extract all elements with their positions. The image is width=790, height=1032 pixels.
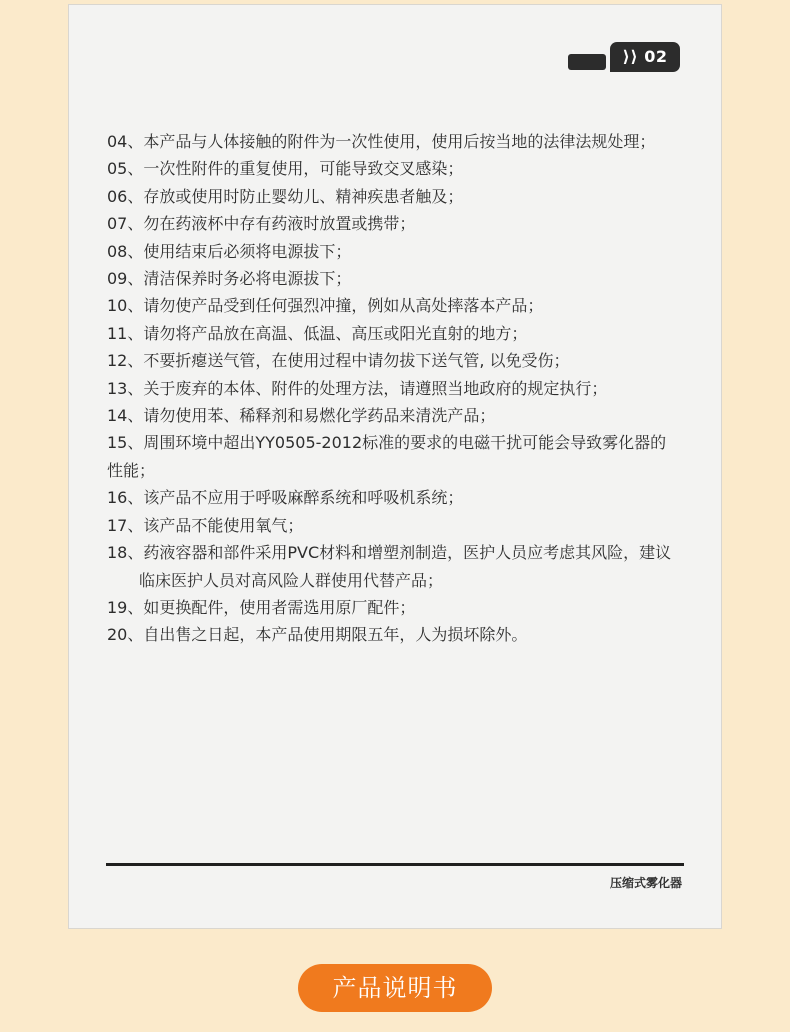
precautions-list	[107, 128, 682, 649]
list-item: 13、关于废弃的本体、附件的处理方法，请遵照当地政府的规定执行；	[107, 378, 608, 398]
list-item: 06、存放或使用时防止婴幼儿、精神疾患者触及；	[107, 186, 464, 206]
page-tab-decoration	[568, 54, 606, 70]
footer-product-name: 压缩式雾化器	[609, 876, 682, 890]
list-item: 19、如更换配件，使用者需选用原厂配件；	[107, 597, 416, 617]
list-item: 08、使用结束后必须将电源拔下；	[107, 241, 352, 261]
list-item: 17、该产品不能使用氧气；	[107, 515, 304, 535]
list-item: 12、不要折瘪送气管，在使用过程中请勿拔下送气管, 以免受伤；	[107, 351, 570, 371]
list-item: 15、周围环境中超出YY0505-2012标准的要求的电磁干扰可能会导致雾化器的性能；	[107, 433, 667, 480]
list-item: 07、勿在药液杯中存有药液时放置或携带；	[107, 214, 416, 234]
list-item: 18、药液容器和部件采用PVC材料和增塑剂制造，医护人员应考虑其风险，建议临床医护人员对高风险人群使用代替产品；	[107, 543, 672, 590]
list-item: 09、清洁保养时务必将电源拔下；	[107, 269, 352, 289]
page-number: 02	[644, 47, 668, 66]
list-item: 16、该产品不应用于呼吸麻醉系统和呼吸机系统；	[107, 488, 464, 508]
list-item: 11、请勿将产品放在高温、低温、高压或阳光直射的地方；	[107, 323, 528, 343]
manual-button[interactable]: 产品说明书	[298, 964, 492, 1012]
footer-divider	[106, 863, 684, 866]
list-item: 04、本产品与人体接触的附件为一次性使用，使用后按当地的法律法规处理；	[107, 132, 656, 151]
list-item: 14、请勿使用苯、稀释剂和易燃化学药品来清洗产品；	[107, 406, 496, 426]
list-item: 20、自出售之日起，本产品使用期限五年，人为损坏除外。	[107, 625, 528, 645]
chevron-right-icon: ⟩⟩	[622, 47, 639, 66]
list-item: 10、请勿使产品受到任何强烈冲撞，例如从高处摔落本产品；	[107, 296, 544, 316]
page-number-badge	[610, 42, 680, 72]
list-item: 05、一次性附件的重复使用，可能导致交叉感染；	[107, 159, 464, 179]
